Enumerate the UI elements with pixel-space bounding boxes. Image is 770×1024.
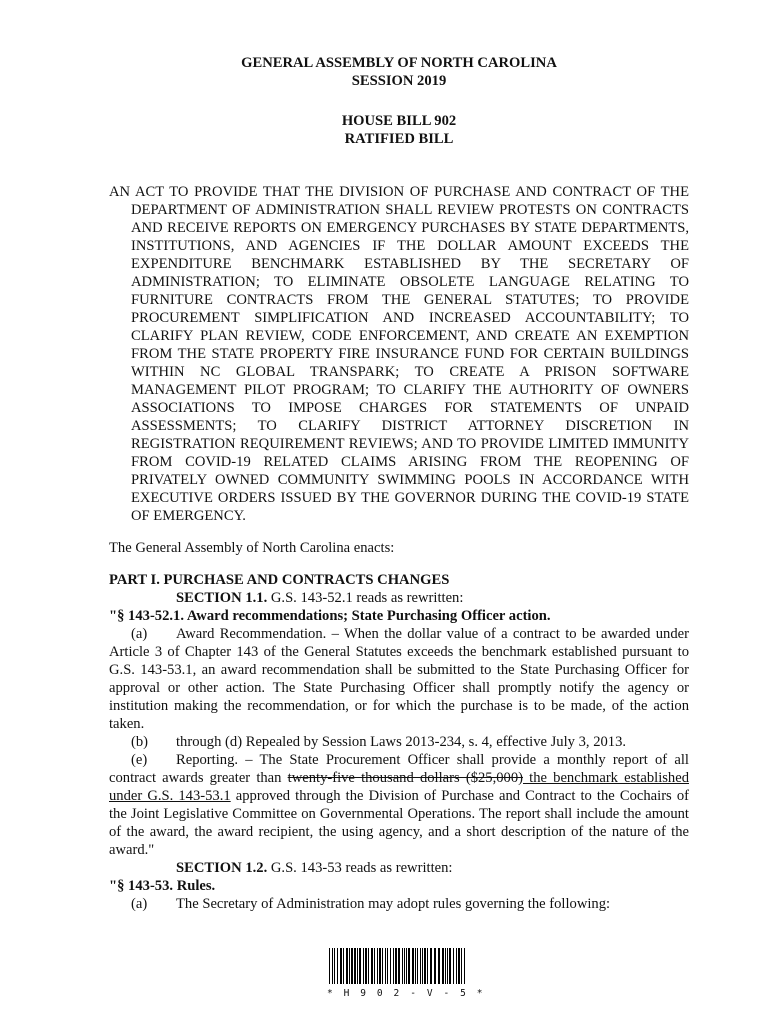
paragraph-text: Award Recommendation. – When the dollar value of a contract to be awarded under Article 3 of Chapter 143 of the General Statutes exceeds the benchmark established pursuant to G.S. 143-53.1, an award recommendation shall be submitted to the State Purchasing Officer for approval or other action. The State Purchasing Officer shall promptly notify the agency or institution making the recommendation, or for which the purchase is to be made, of the action taken. bbox=[109, 626, 689, 732]
enacting-clause: The General Assembly of North Carolina enacts: bbox=[109, 540, 395, 556]
paragraph-b bbox=[109, 733, 689, 751]
document-page bbox=[109, 54, 689, 913]
paragraph-label: (b) bbox=[131, 734, 149, 750]
paragraph-label: (a) bbox=[131, 896, 148, 912]
section-text: G.S. 143-52.1 reads as rewritten: bbox=[267, 590, 464, 606]
act-title: AN ACT TO PROVIDE THAT THE DIVISION OF PURCHASE AND CONTRACT OF THE DEPARTMENT OF ADMINISTRATION SHALL REVIEW PROTESTS ON CONTRACTS AND RECEIVE REPORTS ON EMERGENCY PURCHASES BY STATE DEPARTMENTS, INSTITUTIONS, AND AGENCIES IF THE DOLLAR AMOUNT EXCEEDS THE EXPENDITURE BENCHMARK ESTABLISHED BY THE SECRETARY OF ADMINISTRATION; TO ELIMINATE OBSOLETE LANGUAGE RELATING TO FURNITURE CONTRACTS FROM THE GENERAL STATUTES; TO PROVIDE PROCUREMENT SIMPLIFICATION AND INCREASED ACCOUNTABILITY; TO CLARIFY PLAN REVIEW, CODE ENFORCEMENT, AND CREATE AN EXEMPTION FROM THE STATE PROPERTY FIRE INSURANCE FUND FOR CERTAIN BUILDINGS WITHIN NC GLOBAL TRANSPARK; TO CREATE A PRISON SOFTWARE MANAGEMENT PILOT PROGRAM; TO CLARIFY THE AUTHORITY OF OWNERS ASSOCIATIONS TO IMPOSE CHARGES FOR STATEMENTS OF UNPAID ASSESSMENTS; TO CLARIFY DISTRICT ATTORNEY DISCRETION IN REGISTRATION REQUIREMENT REVIEWS; AND TO PROVIDE LIMITED IMMUNITY FROM COVID-19 RELATED CLAIMS ARISING FROM THE REOPENING OF PRIVATELY OWNED COMMUNITY SWIMMING POOLS IN ACCORDANCE WITH EXECUTIVE ORDERS ISSUED BY THE GOVERNOR DURING THE COVID-19 STATE OF EMERGENCY. bbox=[109, 184, 689, 524]
barcode-bars bbox=[327, 948, 467, 984]
paragraph-text: The Secretary of Administration may adopt rules governing the following: bbox=[176, 896, 611, 912]
paragraph-text-cont: approved through the Division of Purchase and Contract to the Cochairs of the Joint Legislative Committee on Governmental Operations. The report shall include the amount of the award, the award recipient, the using agency, and a short description of the nature of the award." bbox=[109, 788, 689, 858]
paragraph-label: (a) bbox=[131, 626, 148, 642]
paragraph-text: through (d) Repealed by Session Laws 2013-234, s. 4, effective July 3, 2013. bbox=[176, 734, 627, 750]
header-bill-number: HOUSE BILL 902 bbox=[341, 113, 457, 129]
section-label: SECTION 1.1. bbox=[176, 590, 268, 606]
section-1-1 bbox=[109, 589, 689, 607]
header-bill-status: RATIFIED BILL bbox=[344, 131, 454, 147]
paragraph-text: Reporting. – The State Procurement Officer shall provide a monthly report of all contract awards greater than bbox=[109, 752, 689, 786]
barcode bbox=[327, 948, 486, 1003]
section-1-2 bbox=[109, 859, 689, 877]
paragraph-label: (e) bbox=[131, 752, 148, 768]
paragraph-rules-a bbox=[109, 895, 689, 913]
inserted-text: the benchmark established under G.S. 143-53.1 bbox=[109, 770, 689, 804]
paragraph-a bbox=[109, 625, 689, 733]
barcode-text: * H 9 0 2 - V - 5 * bbox=[327, 988, 486, 999]
part-heading: PART I. PURCHASE AND CONTRACTS CHANGES bbox=[109, 572, 450, 588]
header-session: SESSION 2019 bbox=[351, 73, 447, 89]
struck-text: twenty-five thousand dollars ($25,000) bbox=[287, 770, 523, 786]
header-assembly: GENERAL ASSEMBLY OF NORTH CAROLINA bbox=[241, 55, 557, 71]
statute-heading-143-52-1: "§ 143-52.1. Award recommendations; State Purchasing Officer action. bbox=[109, 608, 551, 624]
section-label: SECTION 1.2. bbox=[176, 860, 268, 876]
statute-heading-143-53: "§ 143-53. Rules. bbox=[109, 878, 216, 894]
paragraph-e bbox=[109, 751, 689, 859]
section-text: G.S. 143-53 reads as rewritten: bbox=[267, 860, 453, 876]
